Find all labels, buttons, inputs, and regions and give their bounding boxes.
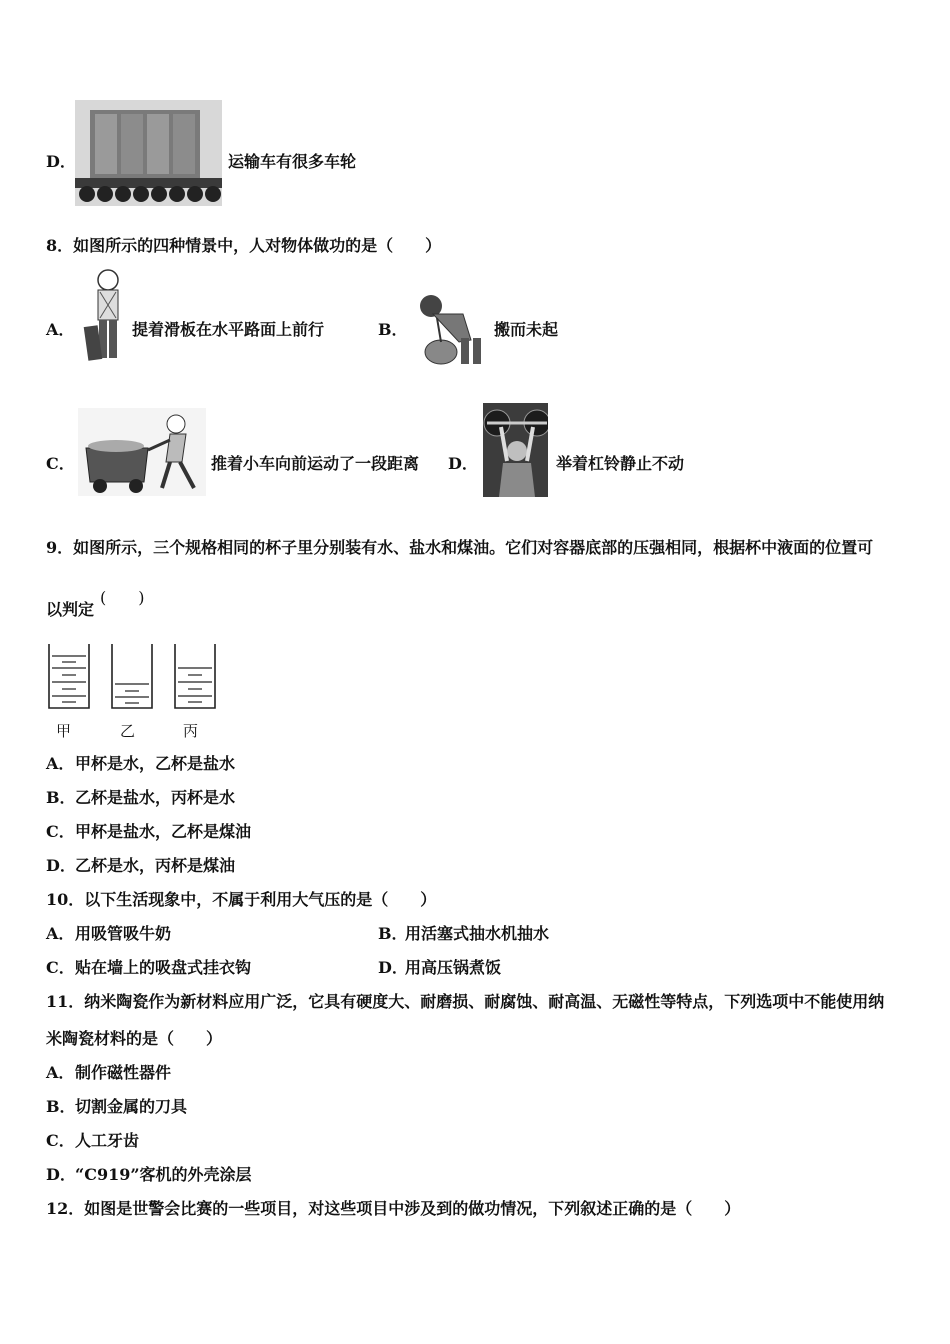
q8-option-a-letter: A． <box>46 320 75 339</box>
q11-stem-line1: 11．纳米陶瓷作为新材料应用广泛，它具有硬度大、耐磨损、耐腐蚀、耐高温、无磁性等特点，下列选项中不能使用纳 <box>46 992 885 1011</box>
weightlifter-illustration <box>483 403 548 497</box>
q11-option-a-letter: A． <box>46 1063 75 1082</box>
q10-stem: 10．以下生活现象中，不属于利用大气压的是（ ） <box>46 890 437 909</box>
q10-option-a-text: 用吸管吸牛奶 <box>75 924 172 943</box>
q8-option-b-letter: B． <box>378 320 408 339</box>
q10-option-a-letter: A． <box>46 924 75 943</box>
q8-option-d-text: 举着杠铃静止不动 <box>556 454 685 473</box>
q10-option-b-letter: B． <box>378 924 408 943</box>
q10-option-b-text: 用活塞式抽水机抽水 <box>405 924 550 943</box>
q8-option-b-text: 搬而未起 <box>494 320 559 339</box>
q9-option-a-letter: A． <box>46 754 75 773</box>
q10-option-d-text: 用高压锅煮饭 <box>405 958 502 977</box>
q8-option-c-letter: C． <box>46 454 75 473</box>
q11-option-d-text: “C919”客机的外壳涂层 <box>75 1165 252 1184</box>
boy-pushing-cart-image <box>78 408 206 496</box>
three-cups-diagram <box>44 642 224 742</box>
q7-option-d-text: 运输车有很多车轮 <box>228 152 357 171</box>
q9-option-d-text: 乙杯是水，丙杯是煤油 <box>75 856 236 875</box>
q11-option-a-text: 制作磁性器件 <box>75 1063 172 1082</box>
q9-option-c-letter: C． <box>46 822 75 841</box>
q10-option-d-letter: D． <box>378 958 408 977</box>
q8-option-d-letter: D． <box>448 454 478 473</box>
q9-option-b-letter: B． <box>46 788 76 807</box>
cup-label-bing: 丙 <box>183 722 199 740</box>
q12-stem: 12．如图是世警会比赛的一些项目，对这些项目中涉及到的做功情况，下列叙述正确的是（ ） <box>46 1199 741 1218</box>
boy-skateboard-illustration <box>80 268 132 368</box>
cup-label-yi: 乙 <box>120 722 136 740</box>
q9-stem-line2: 以判定 <box>46 600 95 619</box>
q9-option-a-text: 甲杯是水，乙杯是盐水 <box>75 754 236 773</box>
q10-option-c-letter: C． <box>46 958 75 977</box>
boy-carrying-skateboard-image <box>80 268 132 368</box>
q11-option-d-letter: D． <box>46 1165 76 1184</box>
q11-option-b-text: 切割金属的刀具 <box>75 1097 188 1116</box>
q9-option-c-text: 甲杯是盐水，乙杯是煤油 <box>75 822 252 841</box>
q9-option-b-text: 乙杯是盐水，丙杯是水 <box>75 788 236 807</box>
q7-option-d-letter: D． <box>46 152 76 171</box>
q11-stem-line2: 米陶瓷材料的是（ ） <box>46 1029 223 1048</box>
woman-lifting-bag-image <box>403 290 491 368</box>
cups-illustration <box>44 642 224 712</box>
q10-option-c-text: 贴在墙上的吸盘式挂衣钩 <box>75 958 252 977</box>
cup-label-jia: 甲 <box>56 722 72 740</box>
truck-illustration <box>75 100 222 206</box>
q8-option-a-text: 提着滑板在水平路面上前行 <box>132 320 325 339</box>
q9-answer-paren: ( ) <box>100 588 145 607</box>
q11-option-c-text: 人工牙齿 <box>75 1131 140 1150</box>
weightlifter-image <box>483 403 548 497</box>
q11-option-c-letter: C． <box>46 1131 75 1150</box>
q8-option-c-text: 推着小车向前运动了一段距离 <box>211 454 420 473</box>
q9-option-d-letter: D． <box>46 856 76 875</box>
transport-truck-image <box>75 100 222 206</box>
q8-stem: 8．如图所示的四种情景中，人对物体做功的是（ ） <box>46 236 442 255</box>
q11-option-b-letter: B． <box>46 1097 76 1116</box>
woman-bag-illustration <box>403 290 491 368</box>
q9-stem-line1: 9．如图所示，三个规格相同的杯子里分别装有水、盐水和煤油。它们对容器底部的压强相同，根据杯中液面的位置可 <box>46 538 874 557</box>
cart-push-illustration <box>78 408 206 496</box>
